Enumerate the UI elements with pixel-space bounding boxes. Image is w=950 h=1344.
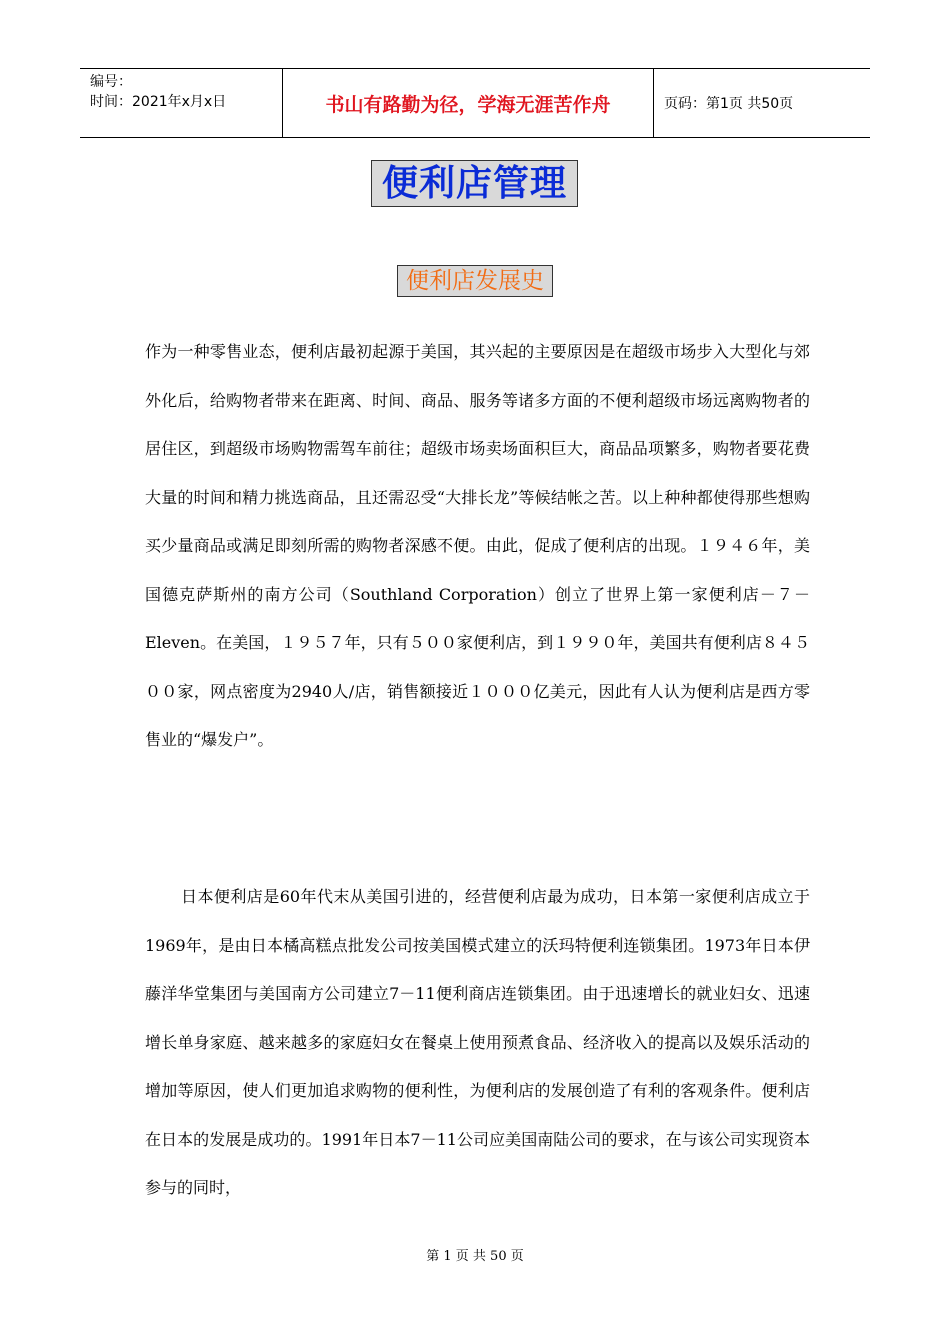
document-title: 便利店管理 [371,160,578,207]
page-footer: 第 1 页 共 50 页 [426,1249,524,1264]
paragraph-1: 作为一种零售业态，便利店最初起源于美国，其兴起的主要原因是在超级市场步入大型化与郊外化后，给购物者带来在距离、时间、商品、服务等诸多方面的不便利超级市场远离购物者的居住区，到超级市场购物需驾车前往；超级市场卖场面积巨大，商品品项繁多，购物者要花费大量的时间和精力挑选商品，且还需忍受“大排长龙”等候结帐之苦。以上种种都使得那些想购买少量商品或满足即刻所需的购物者深感不便。由此，促成了便利店的出现。１９４６年，美国德克萨斯州的南方公司（Southland Corporation）创立了世界上第一家便利店－７－Eleven。在美国，１９５７年，只有５００家便利店，到１９９０年，美国共有便利店８４５００家，网点密度为2940人/店，销售额接近１０００亿美元，因此有人认为便利店是西方零售业的“爆发户”。 [145,342,810,749]
header-page-info: 页码：第1页 共50页 [664,96,794,112]
number-label: 编号： [90,74,132,90]
header-meta [80,69,282,137]
time-label: 时间：2021年x月x日 [90,94,227,110]
section-title: 便利店发展史 [397,265,553,297]
page-header [80,68,870,138]
paragraph-2: 日本便利店是60年代末从美国引进的，经营便利店最为成功，日本第一家便利店成立于1969年，是由日本橘高糕点批发公司按美国模式建立的沃玛特便利连锁集团。1973年日本伊藤洋华堂集团与美国南方公司建立7－11便利商店连锁集团。由于迅速增长的就业妇女、迅速增长单身家庭、越来越多的家庭妇女在餐桌上使用预煮食品、经济收入的提高以及娱乐活动的增加等原因，使人们更加追求购物的便利性，为便利店的发展创造了有利的客观条件。便利店在日本的发展是成功的。1991年日本7－11公司应美国南陆公司的要求，在与该公司实现资本参与的同时， [145,887,810,1197]
header-motto: 书山有路勤为径，学海无涯苦作舟 [282,69,654,137]
